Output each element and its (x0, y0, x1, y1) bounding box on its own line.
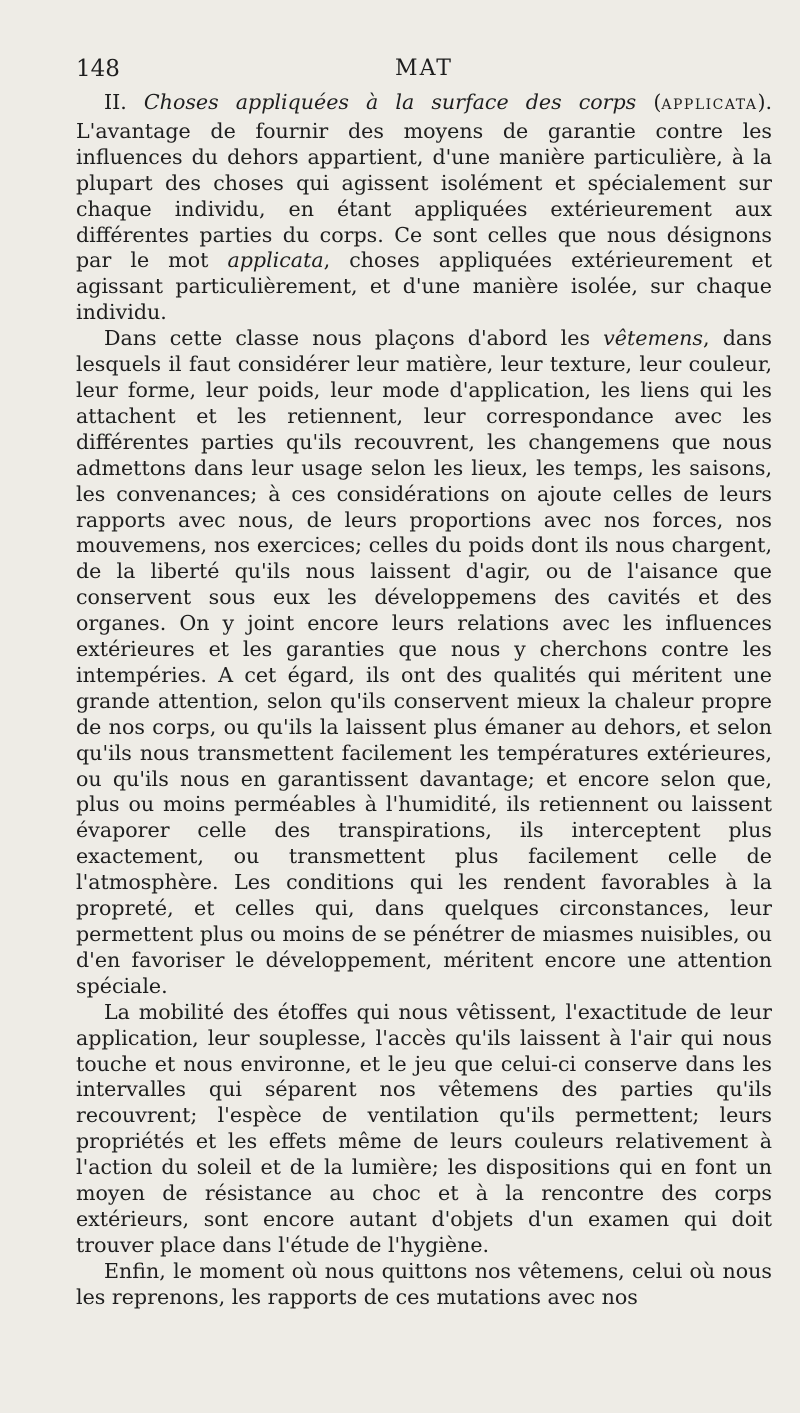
heading-latin-term: APPLICATA (661, 97, 758, 113)
paragraph-3-text: La mobilité des étoffes qui nous vêtissent, l'exactitude de leur application, leur souplesse, l'accès qu'ils laissent à l'air qui nous touche et nous environne, et le jeu que celui-ci conserve dans les intervalles qui séparent nos vêtemens des parties qu'ils recouvrent; l'espèce de ventilation qu'ils permettent; leurs propriétés et les effets même de leurs couleurs relativement à l'action du soleil et de la lumière; les dispositions qui en font un moyen de résistance au choc et à la rencontre des corps extérieurs, sont encore autant d'objets d'un examen qui doit trouver place dans l'étude de l'hygiène. (76, 999, 772, 1257)
paragraph-1 (76, 90, 772, 326)
running-title: MAT (395, 56, 453, 81)
paragraph-4 (76, 1259, 772, 1311)
section-numeral: II. (104, 90, 127, 114)
paragraph-2-text: , dans lesquels il faut considérer leur matière, leur texture, leur couleur, leur forme, leur poids, leur mode d'application, les liens qui les attachent et les retiennent, leur correspondance avec les différentes parties qu'ils recouvrent, les changemens que nous admettons dans leur usage selon les lieux, les temps, les saisons, les convenances; à ces considérations on ajoute celles de leurs rapports avec nous, de leurs proportions avec nos forces, nos mouvemens, nos exercices; celles du poids dont ils nous chargent, de la liberté qu'ils nous laissent d'agir, ou de l'aisance que conservent sous eux les développemens des cavités et des organes. On y joint encore leurs relations avec les influences extérieures et les garanties que nous y cherchons contre les intempéries. A cet égard, ils ont des qualités qui méritent une grande attention, selon qu'ils conservent mieux la chaleur propre de nos corps, ou qu'ils la laissent plus émaner au dehors, et selon qu'ils nous transmettent facilement les températures extérieures, ou qu'ils nous en garantissent davantage; et encore selon que, plus ou moins perméables à l'humidité, ils retiennent ou laissent évaporer celle des transpirations, ils interceptent plus exactement, ou transmettent plus facilement celle de l'atmosphère. Les conditions qui les rendent favorables à la propreté, et celles qui, dans quelques circonstances, leur permettent plus ou moins de se pénétrer de miasmes nuisibles, ou d'en favoriser le développement, méritent encore une attention spéciale. (76, 326, 772, 998)
italic-term-applicata: applicata (227, 248, 324, 273)
paragraph-1-text: L'avantage de fournir des moyens de garantie contre les influences du dehors appartient, d'une manière particulière, à la plupart des choses qui agissent isolément et spécialement sur chaque individu, en étant appliquées extérieurement aux différentes parties du corps. Ce sont celles que nous désignons par le mot (76, 118, 772, 273)
paragraph-2-text-start: Dans cette classe nous plaçons d'abord les (104, 326, 591, 351)
page-number: 148 (76, 56, 120, 82)
paragraph-1-text-end: , choses appliquées extérieurement et agissant particulièrement, et d'une manière isolée, sur chaque individu. (76, 248, 773, 325)
body-text (76, 90, 772, 1311)
heading-paren-close: ). (757, 90, 773, 114)
paragraph-3 (76, 1000, 772, 1259)
heading-paren-open: ( (653, 90, 662, 114)
section-heading: Choses appliquées à la surface des corps (143, 90, 637, 114)
running-head (76, 56, 772, 90)
italic-term-vetemens: vêtemens (603, 326, 704, 351)
paragraph-4-text: Enfin, le moment où nous quittons nos vêtemens, celui où nous les reprenons, les rapports de ces mutations avec nos (76, 1258, 772, 1309)
paragraph-2 (76, 326, 772, 1000)
